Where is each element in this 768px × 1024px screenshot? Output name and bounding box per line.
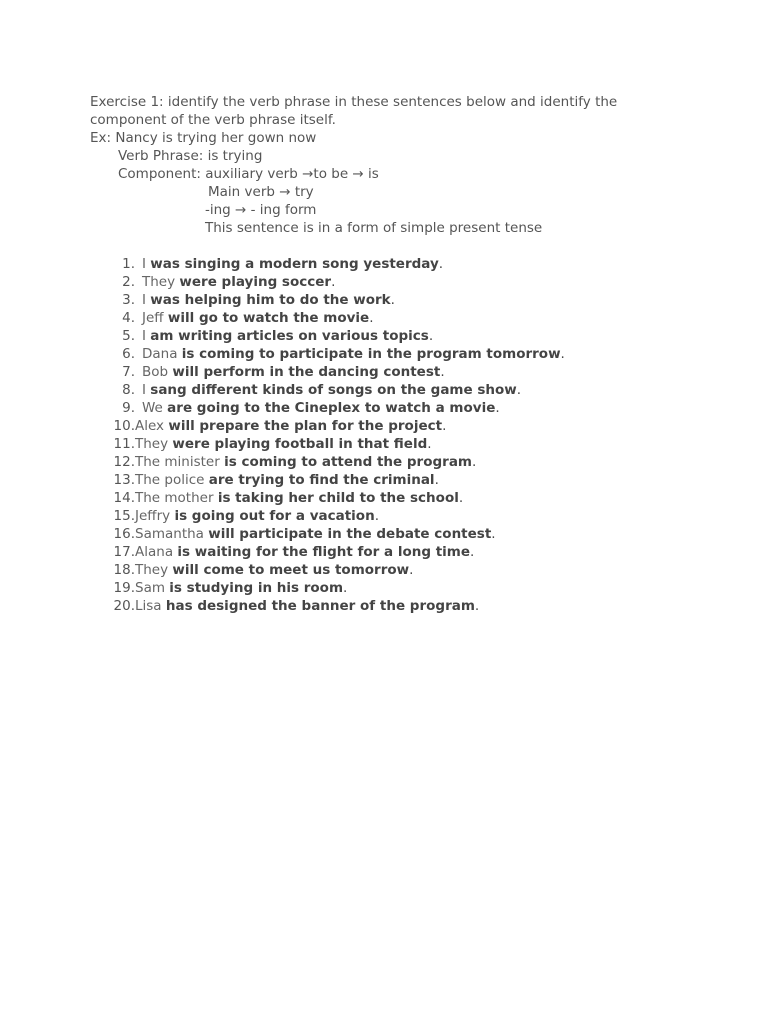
sentence-subject: Alex (135, 418, 165, 434)
sentence-end-punctuation: . (470, 544, 475, 560)
sentence-end-punctuation: . (434, 472, 439, 488)
list-item-number: 5. (122, 328, 135, 344)
list-item (90, 399, 750, 417)
list-item-number: 16. (113, 526, 135, 542)
sentence-end-punctuation: . (442, 418, 447, 434)
sentence-end-punctuation: . (474, 598, 480, 614)
sentence-end-punctuation: . (560, 346, 565, 362)
sentence-verb-phrase: is coming to participate in the program tomorrow (181, 346, 561, 362)
list-item (90, 489, 750, 507)
list-item (90, 543, 750, 561)
list-item-number: 17. (113, 544, 135, 560)
example-sentence: Ex: Nancy is trying her gown now (90, 130, 317, 146)
list-item-number: 8. (122, 382, 135, 398)
sentence-verb-phrase: is coming to attend the program (224, 454, 472, 470)
sentence-verb-phrase: will prepare the plan for the project (168, 418, 443, 434)
list-item-number: 20. (113, 598, 135, 614)
sentence-end-punctuation: . (440, 364, 445, 380)
sentence-end-punctuation: . (374, 508, 379, 524)
sentence-end-punctuation: . (343, 580, 348, 596)
sentence-verb-phrase: will perform in the dancing contest (172, 364, 441, 380)
list-item-number: 3. (122, 292, 135, 308)
sentence-verb-phrase: sang different kinds of songs on the game show (150, 382, 517, 398)
sentence-subject: They (142, 274, 176, 290)
list-item-number: 9. (122, 400, 135, 416)
sentence-subject: Bob (142, 364, 169, 380)
sentence-verb-phrase: are going to the Cineplex to watch a movie (167, 400, 496, 416)
exercise-intro (90, 93, 730, 237)
sentence-end-punctuation: . (409, 562, 414, 578)
list-item-number: 19. (113, 580, 135, 596)
list-item (90, 345, 750, 363)
example-component-auxiliary: Component: auxiliary verb →to be → is (118, 166, 379, 182)
sentence-verb-phrase: were playing soccer (179, 274, 332, 290)
list-item-number: 4. (122, 310, 135, 326)
list-item (90, 291, 750, 309)
list-item (90, 381, 750, 399)
list-item (90, 435, 750, 453)
sentence-subject: Sam (135, 580, 165, 596)
sentence-verb-phrase: is waiting for the flight for a long time (177, 544, 471, 560)
list-item-number: 13. (113, 472, 135, 488)
list-item (90, 453, 750, 471)
instruction-line-2: component of the verb phrase itself. (90, 112, 336, 128)
sentence-subject: I (142, 328, 146, 344)
example-component-ing: -ing → - ing form (205, 202, 317, 218)
list-item (90, 417, 750, 435)
sentence-end-punctuation: . (331, 274, 336, 290)
list-item (90, 273, 750, 291)
sentence-subject: Jeffry (135, 508, 171, 524)
sentence-subject: The minister (135, 454, 220, 470)
example-component-main-verb: Main verb → try (208, 184, 314, 200)
sentence-verb-phrase: was singing a modern song yesterday (150, 256, 439, 272)
sentence-verb-phrase: were playing football in that field (172, 436, 428, 452)
sentence-subject: Jeff (142, 310, 164, 326)
sentence-end-punctuation: . (390, 292, 395, 308)
list-item-number: 10. (113, 418, 135, 434)
sentence-subject: I (142, 382, 146, 398)
sentence-subject: Alana (135, 544, 174, 560)
sentence-verb-phrase: are trying to find the criminal (208, 472, 435, 488)
sentence-subject: Samantha (135, 526, 204, 542)
sentence-verb-phrase: will come to meet us tomorrow (172, 562, 410, 578)
sentence-end-punctuation: . (369, 310, 374, 326)
example-tense-note: This sentence is in a form of simple present tense (205, 220, 543, 236)
instruction-line-1: Exercise 1: identify the verb phrase in these sentences below and identify the (90, 94, 618, 110)
list-item-number: 1. (122, 256, 135, 272)
list-item (90, 507, 750, 525)
sentence-end-punctuation: . (495, 400, 500, 416)
list-item (90, 597, 750, 615)
sentence-subject: The police (135, 472, 205, 488)
list-item-number: 6. (122, 346, 135, 362)
list-item-number: 15. (113, 508, 135, 524)
example-verb-phrase: Verb Phrase: is trying (118, 148, 263, 164)
list-item (90, 309, 750, 327)
sentence-subject: We (142, 400, 163, 416)
sentence-end-punctuation: . (491, 526, 496, 542)
list-item (90, 363, 750, 381)
sentence-verb-phrase: is going out for a vacation (174, 508, 375, 524)
sentence-subject: Lisa (135, 598, 162, 614)
sentence-verb-phrase: was helping him to do the work (150, 292, 391, 308)
sentence-verb-phrase: is studying in his room (169, 580, 344, 596)
sentence-verb-phrase: will participate in the debate contest (208, 526, 492, 542)
list-item-number: 2. (122, 274, 135, 290)
list-item-number: 18. (113, 562, 135, 578)
list-item (90, 579, 750, 597)
sentence-verb-phrase: has designed the banner of the program (165, 598, 475, 614)
list-item (90, 561, 750, 579)
list-item-number: 12. (113, 454, 135, 470)
sentence-subject: They (135, 436, 169, 452)
sentence-subject: I (142, 256, 146, 272)
sentence-end-punctuation: . (427, 436, 432, 452)
sentence-subject: Dana (142, 346, 178, 362)
sentence-verb-phrase: am writing articles on various topics (150, 328, 429, 344)
sentence-end-punctuation: . (438, 256, 444, 272)
list-item (90, 327, 750, 345)
sentence-verb-phrase: is taking her child to the school (217, 490, 459, 506)
sentence-list (90, 255, 750, 615)
sentence-end-punctuation: . (458, 490, 464, 506)
list-item (90, 471, 750, 489)
list-item-number: 11. (113, 436, 135, 452)
sentence-end-punctuation: . (472, 454, 477, 470)
sentence-subject: They (135, 562, 169, 578)
sentence-subject: The mother (135, 490, 214, 506)
list-item (90, 525, 750, 543)
sentence-end-punctuation: . (516, 382, 522, 398)
sentence-end-punctuation: . (428, 328, 434, 344)
sentence-verb-phrase: will go to watch the movie (167, 310, 370, 326)
list-item-number: 7. (122, 364, 135, 380)
sentence-subject: I (142, 292, 146, 308)
list-item-number: 14. (113, 490, 135, 506)
list-item (90, 255, 750, 273)
